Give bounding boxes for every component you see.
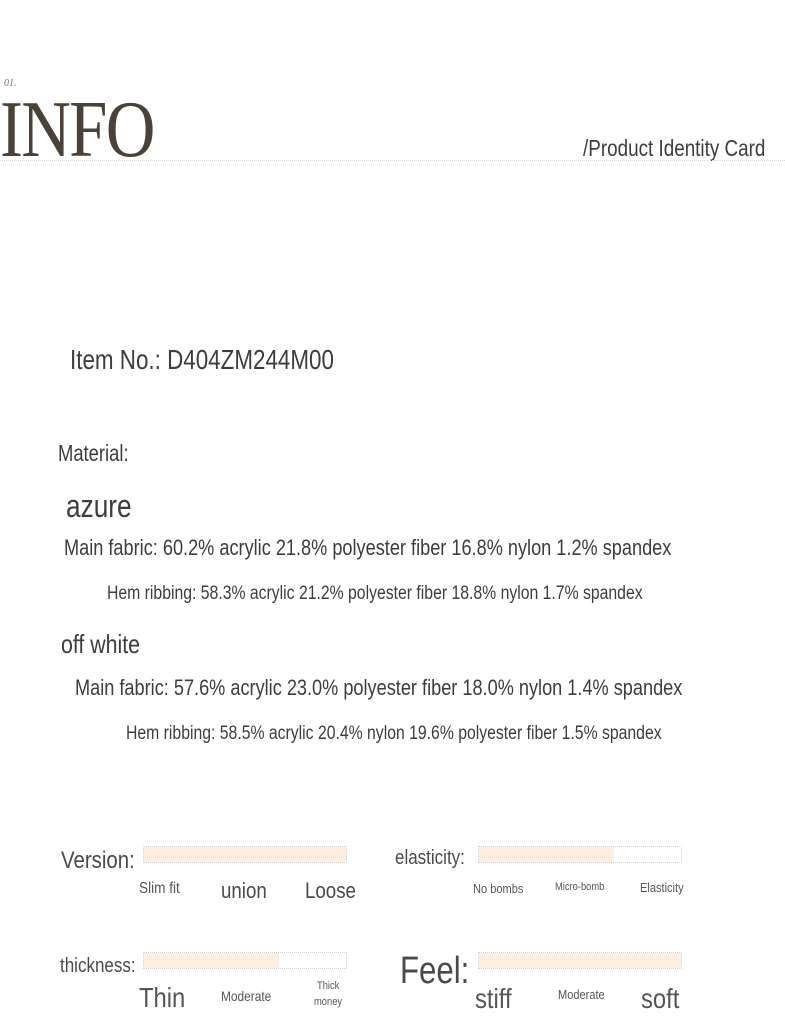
- elasticity-scale-mid: Micro-bomb: [555, 881, 605, 893]
- thickness-scale-min: Thin: [139, 982, 186, 1013]
- color-name-off-white: off white: [61, 629, 141, 659]
- color-name-azure: azure: [66, 488, 132, 524]
- page-title: INFO: [0, 86, 154, 174]
- thickness-scale-mid: Moderate: [221, 988, 272, 1004]
- version-scale-min: Slim fit: [139, 880, 180, 897]
- elasticity-bar-fill: [479, 847, 614, 862]
- hem-ribbing-azure: Hem ribbing: 58.3% acrylic 21.2% polyester fiber 18.8% nylon 1.7% spandex: [107, 583, 643, 604]
- feel-scale-max: soft: [641, 983, 680, 1014]
- version-scale-mid: union: [221, 878, 267, 903]
- thickness-bar-fill: [144, 953, 279, 968]
- elasticity-label: elasticity:: [395, 847, 465, 869]
- header-divider: [0, 160, 785, 161]
- item-number: Item No.: D404ZM244M00: [70, 344, 334, 375]
- version-scale-max: Loose: [305, 878, 356, 903]
- material-label: Material:: [58, 440, 129, 466]
- feel-bar-fill: [479, 953, 681, 968]
- thickness-scale-max-line2: money: [314, 996, 343, 1008]
- thickness-label: thickness:: [60, 955, 136, 977]
- hem-ribbing-off-white: Hem ribbing: 58.5% acrylic 20.4% nylon 19.6% polyester fiber 1.5% spandex: [126, 723, 662, 744]
- feel-label: Feel:: [400, 950, 470, 992]
- main-fabric-azure: Main fabric: 60.2% acrylic 21.8% polyester fiber 16.8% nylon 1.2% spandex: [64, 535, 672, 560]
- version-bar: [143, 846, 347, 863]
- thickness-bar: [143, 952, 347, 969]
- feel-scale-min: stiff: [475, 983, 512, 1014]
- page-subtitle: /Product Identity Card: [583, 135, 766, 161]
- section-number: 01.: [4, 78, 17, 89]
- feel-bar: [478, 952, 682, 969]
- elasticity-scale-max: Elasticity: [640, 880, 684, 895]
- elasticity-scale-min: No bombs: [473, 881, 524, 896]
- version-bar-fill: [144, 847, 346, 862]
- version-label: Version:: [61, 847, 135, 874]
- elasticity-bar: [478, 846, 682, 863]
- main-fabric-off-white: Main fabric: 57.6% acrylic 23.0% polyester fiber 18.0% nylon 1.4% spandex: [75, 675, 683, 700]
- feel-scale-mid: Moderate: [558, 987, 605, 1002]
- thickness-scale-max-line1: Thick: [317, 980, 340, 992]
